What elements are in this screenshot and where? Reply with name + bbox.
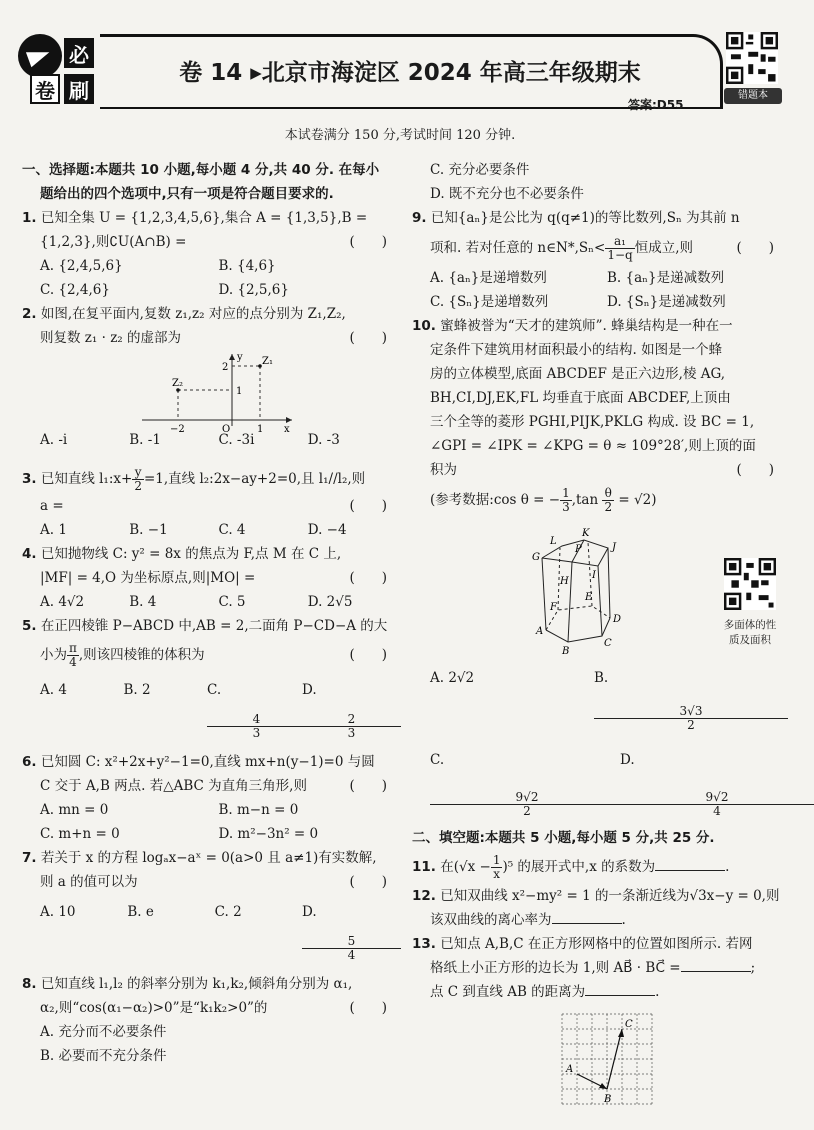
- option-b: [594, 658, 784, 738]
- label-1: 1: [236, 386, 243, 397]
- question-5-cont: [22, 638, 397, 672]
- question-number: 7.: [22, 850, 37, 866]
- question-2-cont: [22, 326, 397, 350]
- punctuation: ;: [750, 960, 756, 976]
- option-c: C. 2: [214, 904, 242, 920]
- question-number: 4.: [22, 546, 37, 562]
- exam-info: 本试卷满分 150 分,考试时间 120 分钟.: [284, 128, 516, 143]
- fraction: [302, 713, 397, 740]
- fraction-numerator: 1: [492, 853, 501, 867]
- label-2: 2: [222, 362, 229, 373]
- question-4: [22, 542, 397, 566]
- question-text: α₂,则“cos(α₁−α₂)>0”是“k₁k₂>0”的: [40, 1000, 268, 1016]
- edge-bh: [568, 562, 572, 642]
- question-text: BH,CI,DJ,EK,FL 均垂直于底面 ABCDEF,上顶由: [430, 390, 731, 406]
- fraction-numerator: 5: [302, 935, 401, 949]
- question-text: 则 a 的值可以为: [40, 874, 138, 890]
- question-text: {1,2,3},则∁U(A∩B) =: [40, 234, 187, 250]
- question-text: )⁵ 的展开式中,x 的系数为: [502, 859, 656, 875]
- question-number: 3.: [22, 471, 37, 487]
- option-a: A. 充分而不必要条件: [40, 1024, 167, 1040]
- answer-paren: ( ): [349, 570, 387, 586]
- option-b: B. 2: [123, 682, 151, 698]
- logo-char-top: 必: [64, 38, 94, 68]
- option-d: D. {2,5,6}: [218, 282, 289, 298]
- label-e: E: [585, 592, 593, 603]
- question-7-cont: [22, 870, 397, 894]
- option-d: D. 既不充分也不必要条件: [430, 186, 584, 202]
- question-text: 已知双曲线 x²−my² = 1 的一条渐近线为√3x−y = 0,则: [440, 888, 780, 904]
- question-number: 10.: [412, 318, 436, 334]
- question-text: 格纸上小正方形的边长为 1,则 AB⃗ · BC⃗ =: [430, 960, 681, 976]
- question-6: [22, 750, 397, 774]
- qr-code-icon[interactable]: [726, 32, 778, 84]
- question-1-options-cd: [22, 278, 397, 302]
- option-label: C.: [430, 752, 445, 768]
- label-x: x: [284, 424, 290, 435]
- page-title: 卷 14 ▸北京市海淀区 2024 年高三年级期末: [179, 60, 641, 86]
- edge-ci: [598, 566, 602, 636]
- answer-paren: ( ): [736, 240, 774, 256]
- question-text: 定条件下建筑用材面积最小的结构. 如图是一个蜂: [430, 342, 723, 358]
- fraction-denominator: 4: [69, 655, 77, 669]
- question-10: [412, 314, 784, 338]
- fraction-denominator: 1−q: [607, 248, 633, 262]
- label-d: D: [613, 614, 622, 625]
- fraction-denominator: 4: [347, 948, 356, 962]
- fraction-numerator: 2: [302, 713, 401, 727]
- label-b: B: [604, 1094, 612, 1105]
- label-y: y: [237, 352, 243, 363]
- fraction-denominator: 2: [604, 500, 613, 514]
- question-10-options-cd: [412, 738, 784, 826]
- question-number: 5.: [22, 618, 37, 634]
- question-6-options-cd: [22, 822, 397, 846]
- qr-code-icon[interactable]: [724, 558, 776, 610]
- option-d: [302, 672, 397, 744]
- fraction-numerator: 9√2: [620, 791, 814, 805]
- label-h: H: [560, 576, 569, 587]
- edge-ag: [542, 558, 546, 630]
- question-text: 则复数 z₁ · z₂ 的虚部为: [40, 330, 182, 346]
- complex-plane-figure: [22, 350, 382, 435]
- wrong-answer-book-label[interactable]: 错题本: [724, 88, 782, 104]
- answer-blank[interactable]: [681, 957, 751, 972]
- question-7: [22, 846, 397, 870]
- option-b: B. 必要而不充分条件: [40, 1048, 167, 1064]
- option-a: A. {2,4,5,6}: [40, 258, 123, 274]
- punctuation: .: [655, 984, 660, 1000]
- answer-tag: 答案:D55: [628, 98, 684, 112]
- qr-note-line: 多面体的性: [723, 619, 777, 631]
- option-c: C. 4: [218, 522, 246, 538]
- answer-paren: ( ): [349, 330, 387, 346]
- edge-dj: [608, 548, 610, 618]
- answer-paren: ( ): [349, 234, 387, 250]
- fraction: [594, 705, 784, 732]
- question-text: |MF| = 4,O 为坐标原点,则|MO| =: [40, 570, 256, 586]
- option-c: C. m+n = 0: [40, 826, 120, 842]
- arrow-bc-icon: [618, 1029, 624, 1037]
- reference-text: = √2): [618, 492, 657, 508]
- question-10-last-line: [412, 458, 784, 482]
- fraction: [560, 487, 572, 514]
- question-9-options-ab: [412, 266, 784, 290]
- answer-paren: ( ): [349, 874, 387, 890]
- question-text: 已知直线 l₁:x+: [40, 471, 133, 487]
- question-number: 11.: [412, 859, 436, 875]
- answer-blank[interactable]: [552, 909, 622, 924]
- question-number: 9.: [412, 210, 427, 226]
- question-1-cont: [22, 230, 397, 254]
- question-text: 在正四棱锥 P−ABCD 中,AB = 2,二面角 P−CD−A 的大: [40, 618, 388, 634]
- option-c: C. {Sₙ}是递增数列: [430, 294, 549, 310]
- section1-heading-cont: 题给出的四个选项中,只有一项是符合题目要求的.: [40, 186, 334, 202]
- option-b: B. {4,6}: [218, 258, 276, 274]
- question-3-options: [22, 518, 397, 542]
- option-d: D. 2√5: [307, 594, 353, 610]
- option-c: C. -3i: [218, 432, 255, 448]
- question-number: 8.: [22, 976, 37, 992]
- question-number: 2.: [22, 306, 37, 322]
- option-b: B. −1: [129, 522, 168, 538]
- fraction: [67, 642, 79, 669]
- fraction-denominator: 2: [134, 479, 142, 493]
- option-c: [207, 672, 302, 744]
- option-a: A. 2√2: [430, 670, 475, 686]
- fraction: [602, 487, 614, 514]
- question-number: 6.: [22, 754, 37, 770]
- answer-paren: ( ): [349, 498, 387, 514]
- question-2-options: [22, 428, 397, 452]
- brand-logo: [18, 34, 106, 106]
- logo-char-left: 卷: [30, 74, 60, 104]
- question-13-cont: [412, 956, 784, 980]
- label-k: K: [582, 528, 590, 539]
- x-axis-arrow-icon: [286, 417, 292, 423]
- reference-text: (参考数据:cos θ = −: [430, 492, 561, 508]
- question-9: [412, 206, 784, 230]
- question-7-options: [22, 894, 397, 966]
- label-c: C: [604, 638, 612, 649]
- option-label: D.: [620, 752, 635, 768]
- logo-char-right: 刷: [64, 74, 94, 104]
- option-b: B. -1: [129, 432, 161, 448]
- fraction-denominator: 3: [252, 726, 261, 740]
- question-text: 蜜蜂被誉为“天才的建筑师”. 蜂巢结构是一种在一: [440, 318, 733, 334]
- fraction-numerator: 9√2: [430, 791, 624, 805]
- option-label: D.: [302, 682, 317, 698]
- question-number: 12.: [412, 888, 436, 904]
- answer-blank[interactable]: [585, 981, 655, 996]
- label-a: A: [536, 626, 544, 637]
- fraction-numerator: y: [132, 466, 144, 480]
- fraction-numerator: a₁: [605, 235, 634, 249]
- reference-data: [412, 482, 784, 518]
- fraction-denominator: 3: [347, 726, 356, 740]
- option-d: D. {Sₙ}是递减数列: [607, 294, 726, 310]
- question-6-options-ab: [22, 798, 397, 822]
- punctuation: .: [725, 859, 730, 875]
- fraction-numerator: π: [69, 641, 77, 655]
- fraction-numerator: θ: [602, 487, 614, 501]
- question-13: [412, 932, 784, 956]
- question-text: 该双曲线的离心率为: [430, 912, 552, 928]
- qr-note: [712, 618, 788, 648]
- label-f: F: [550, 602, 557, 613]
- fraction-numerator: 1: [562, 486, 570, 500]
- question-2: [22, 302, 397, 326]
- left-column: [22, 158, 397, 1068]
- label-p: P: [575, 544, 582, 555]
- qr-note-line: 质及面积: [729, 634, 771, 646]
- question-text: C 交于 A,B 两点. 若△ABC 为直角三角形,则: [40, 778, 307, 794]
- question-text: 已知全集 U = {1,2,3,4,5,6},集合 A = {1,3,5},B =: [40, 210, 368, 226]
- question-5-options: [22, 672, 397, 744]
- answer-paren: ( ): [349, 1000, 387, 1016]
- question-number: 13.: [412, 936, 436, 952]
- arrow-ab-icon: [599, 1083, 607, 1089]
- option-c: C. 充分必要条件: [430, 162, 530, 178]
- y-axis-arrow-icon: [229, 354, 235, 360]
- question-text: ∠GPI = ∠IPK = ∠KPG = θ ≈ 109°28′,则上顶的面: [430, 438, 756, 454]
- label-i: I: [592, 570, 596, 581]
- question-text: =1,直线 l₂:2x−ay+2=0,且 l₁//l₂,则: [143, 471, 366, 487]
- option-a: A. mn = 0: [40, 802, 109, 818]
- option-c: C. 5: [218, 594, 246, 610]
- question-text: 若关于 x 的方程 logₐx−aˣ = 0(a>0 且 a≠1)有实数解,: [40, 850, 377, 866]
- question-text: 项和. 若对任意的 n∈N*,Sₙ<: [430, 240, 606, 256]
- label-z1: Z₁: [262, 356, 273, 367]
- option-b: B. 4: [129, 594, 157, 610]
- fraction-denominator: 3: [562, 500, 570, 514]
- label-b: B: [562, 646, 570, 657]
- question-text: ,则该四棱锥的体积为: [78, 647, 205, 663]
- fraction: [302, 935, 397, 962]
- question-text: 积为: [430, 462, 457, 478]
- label-a: A: [566, 1064, 574, 1075]
- fraction: [207, 713, 302, 740]
- label-z2: Z₂: [172, 378, 183, 389]
- option-b: B. e: [127, 904, 154, 920]
- reference-text: ,tan: [571, 492, 599, 508]
- fraction: [620, 791, 810, 818]
- question-text: 已知圆 C: x²+2x+y²−1=0,直线 mx+n(y−1)=0 与圆: [40, 754, 375, 770]
- question-text: 房的立体模型,底面 ABCDEF 是正六边形,棱 AG,: [430, 366, 726, 382]
- fraction-numerator: 3√3: [594, 705, 788, 719]
- option-a: A. 10: [40, 904, 76, 920]
- question-6-cont: [22, 774, 397, 798]
- bird-logo-icon: [18, 34, 62, 78]
- option-d: D. −4: [307, 522, 347, 538]
- option-c: [430, 738, 620, 826]
- question-1: [22, 206, 397, 230]
- question-13-cont2: [412, 980, 784, 1004]
- question-5: [22, 614, 397, 638]
- fraction-denominator: 4: [713, 804, 721, 818]
- fraction: [430, 791, 620, 818]
- option-b: B. {aₙ}是递减数列: [607, 270, 725, 286]
- answer-paren: ( ): [349, 647, 387, 663]
- option-a: A. -i: [40, 432, 68, 448]
- punctuation: .: [621, 912, 626, 928]
- question-11: [412, 850, 784, 884]
- question-12-cont: [412, 908, 784, 932]
- label-x1: 1: [257, 424, 264, 435]
- section1-heading: 一、选择题:本题共 10 小题,每小题 4 分,共 40 分. 在每小: [22, 162, 380, 178]
- question-12: [412, 884, 784, 908]
- option-d: D. m²−3n² = 0: [218, 826, 319, 842]
- question-text: 如图,在复平面内,复数 z₁,z₂ 对应的点分别为 Z₁,Z₂,: [40, 306, 346, 322]
- label-c: C: [625, 1019, 633, 1030]
- answer-blank[interactable]: [655, 856, 725, 871]
- question-text: 在(√x −: [440, 859, 491, 875]
- question-text: 小为: [40, 647, 67, 663]
- option-label: C.: [207, 682, 222, 698]
- grid-figure: [412, 1010, 782, 1110]
- question-text: 已知{aₙ}是公比为 q(q≠1)的等比数列,Sₙ 为其前 n: [430, 210, 740, 226]
- label-g: G: [532, 552, 540, 563]
- label-minus-2: −2: [170, 424, 185, 435]
- option-a: A. 4√2: [40, 594, 85, 610]
- answer-paren: ( ): [736, 462, 774, 478]
- fraction: [491, 854, 503, 881]
- option-d: [302, 894, 397, 966]
- question-1-options-ab: [22, 254, 397, 278]
- option-label: D.: [301, 904, 317, 920]
- section2-heading: 二、填空题:本题共 5 小题,每小题 5 分,共 25 分.: [412, 830, 715, 846]
- question-3-cont: [22, 494, 397, 518]
- label-origin: O: [222, 424, 231, 435]
- question-text: 点 C 到直线 AB 的距离为: [430, 984, 586, 1000]
- base-front: [546, 618, 610, 642]
- fraction-denominator: 2: [687, 718, 695, 732]
- question-8: [22, 972, 397, 996]
- question-3: [22, 464, 397, 494]
- question-9-cont: [412, 230, 784, 266]
- fraction: [605, 235, 634, 262]
- fraction-numerator: 4: [207, 713, 306, 727]
- question-8-cont: [22, 996, 397, 1020]
- question-4-options: [22, 590, 397, 614]
- question-10-options-ab: [412, 658, 784, 738]
- option-d: [620, 738, 810, 826]
- option-label: B.: [594, 670, 609, 686]
- label-l: L: [550, 536, 557, 547]
- question-text: 已知抛物线 C: y² = 8x 的焦点为 F,点 M 在 C 上,: [40, 546, 342, 562]
- answer-paren: ( ): [349, 778, 387, 794]
- question-number: 1.: [22, 210, 37, 226]
- option-d: D. -3: [307, 432, 340, 448]
- option-b: B. m−n = 0: [218, 802, 299, 818]
- question-text: 三个全等的菱形 PGHI,PIJK,PKLG 构成. 设 BC = 1,: [430, 414, 755, 430]
- question-text: 已知点 A,B,C 在正方形网格中的位置如图所示. 若网: [440, 936, 753, 952]
- option-a: A. {aₙ}是递增数列: [430, 270, 547, 286]
- fraction: [132, 466, 144, 493]
- option-a: A. 4: [40, 682, 67, 698]
- question-text: a =: [40, 498, 64, 514]
- option-c: C. {2,4,6}: [40, 282, 110, 298]
- label-j: J: [612, 542, 617, 553]
- question-4-cont: [22, 566, 397, 590]
- option-a: A. 1: [40, 522, 67, 538]
- question-9-options-cd: [412, 290, 784, 314]
- fraction-denominator: 2: [523, 804, 531, 818]
- question-text: 已知直线 l₁,l₂ 的斜率分别为 k₁,k₂,倾斜角分别为 α₁,: [40, 976, 353, 992]
- fraction-denominator: x: [493, 867, 501, 881]
- question-text: 恒成立,则: [634, 240, 693, 256]
